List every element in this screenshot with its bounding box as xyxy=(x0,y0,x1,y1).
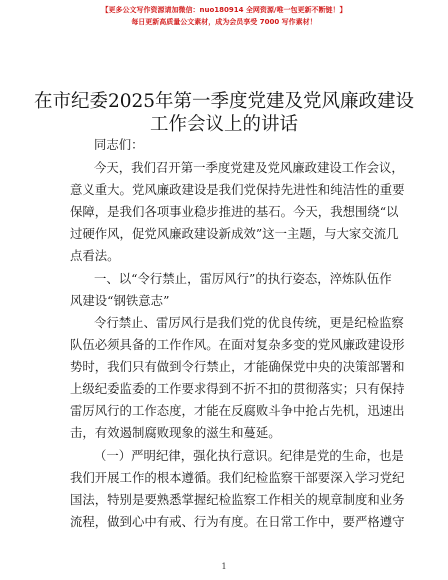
paragraph-line: 雷厉风行的工作态度，才能在反腐败斗争中抢占先机，迅速出 xyxy=(70,403,405,418)
paragraph-line: 过硬作风，促党风廉政建设新成效”这一主题，与大家交流几 xyxy=(70,226,399,241)
promo-banner-line-1: 【更多公文写作资源请加微信：nuo180914 全网资源/唯一包更新不断链！】 xyxy=(101,6,347,14)
paragraph-line: 流程，做到心中有戒、行为有度。在日常工作中，要严格遵守 xyxy=(70,514,405,529)
salutation: 同志们： xyxy=(94,137,144,152)
paragraph-line: 保障，是我们各项事业稳步推进的基石。今天，我想围绕“以 xyxy=(70,204,399,219)
page-number: 1 xyxy=(221,562,227,571)
paragraph-line: 队伍必须具备的工作作风。在面对复杂多变的党风廉政建设形 xyxy=(70,337,405,352)
document-title-line-1: 在市纪委2025年第一季度党建及党风廉政建设 xyxy=(33,91,415,112)
paragraph-line: 令行禁止、雷厉风行是我们党的优良传统，更是纪检监察 xyxy=(94,315,404,330)
section-heading-line: 风建设“钢铁意志” xyxy=(70,293,170,308)
paragraph-line: 我们开展工作的根本遵循。我们纪检监察干部要深入学习党纪 xyxy=(70,470,405,485)
paragraph-line: 今天，我们召开第一季度党建及党风廉政建设工作会议， xyxy=(94,160,404,175)
promo-banner-line-2: 每日更新高质量公文素材，成为会员享受 7000 写作素材！ xyxy=(131,18,317,26)
paragraph-line: 点看法。 xyxy=(70,248,120,263)
section-heading-line: 一、以“令行禁止，雷厉风行”的执行姿态，淬炼队伍作 xyxy=(94,271,392,286)
document-title-line-2: 工作会议上的讲话 xyxy=(149,114,298,135)
paragraph-line: 势时，我们只有做到令行禁止，才能确保党中央的决策部署和 xyxy=(70,359,405,374)
paragraph-line: 意义重大。党风廉政建设是我们党保持先进性和纯洁性的重要 xyxy=(70,182,405,197)
paragraph-line: 国法，特别是要熟悉掌握纪检监察工作相关的规章制度和业务 xyxy=(70,492,405,507)
subsection-line: （一）严明纪律，强化执行意识。纪律是党的生命，也是 xyxy=(94,448,404,463)
paragraph-line: 击，有效遏制腐败现象的滋生和蔓延。 xyxy=(70,425,281,440)
paragraph-line: 上级纪委监委的工作要求得到不折不扣的贯彻落实；只有保持 xyxy=(70,381,405,396)
